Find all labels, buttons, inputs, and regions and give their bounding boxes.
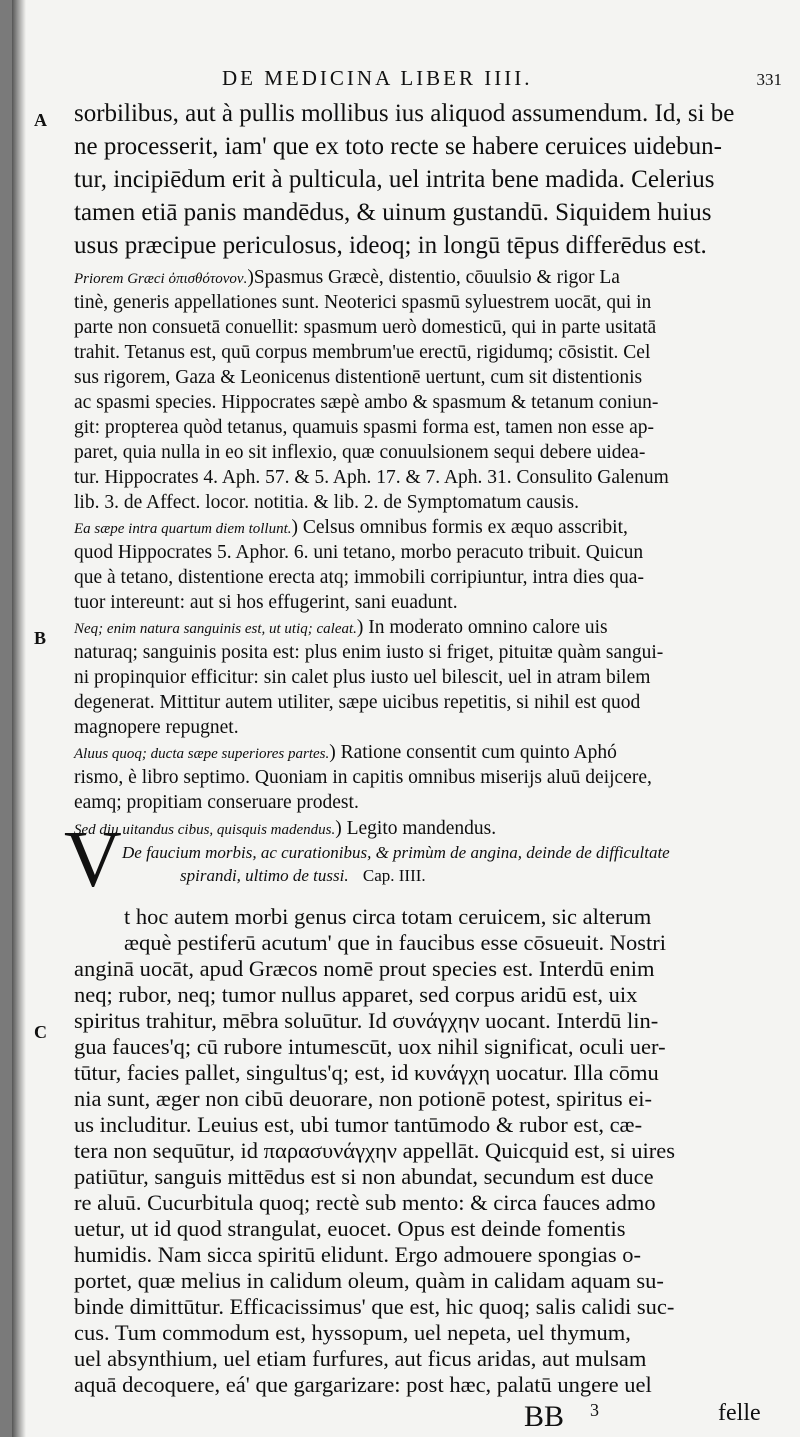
margin-letter-c: C [34,1022,47,1042]
commentary-line: naturaq; sanguinis posita est: plus enim iusto si friget, pituitæ quàm sangui- [74,642,664,663]
commentary-line [74,617,608,639]
drop-cap: V [64,816,122,904]
running-title: DE MEDICINA LIBER IIII. [222,66,533,90]
text-line: cus. Tum commodum est, hyssopum, uel nepeta, uel thymum, [74,1320,631,1345]
margin-letter-b: B [34,628,47,648]
chapter-number: Cap. IIII. [362,866,426,885]
commentary-line [74,517,628,539]
margin-letter-a: A [34,110,47,130]
commentary-line [74,818,496,840]
commentary-line: sus rigorem, Gaza & Leonicenus distentionē uertunt, cum sit distentionis [74,367,643,388]
commentary-text: ) Legito mandendus. [335,818,497,839]
chapter-heading-line [180,866,426,886]
text-line: usus præcipue periculosus, ideoq; in longū tēpus differēdus est. [74,232,707,259]
text-line: re aluū. Cucurbitula quoq; rectè sub mento: & circa fauces admo [74,1190,656,1215]
commentary-line: degenerat. Mittitur autem utiliter, sæpe uicibus repetitis, si nihil est quod [74,692,641,713]
text-line: aquā decoquere, eá' que gargarizare: post hæc, palatū ungere uel [74,1372,652,1397]
commentary-lemma: Neq; enim natura sanguinis est, ut utiq; caleat. [74,621,357,637]
commentary-line [74,742,617,764]
text-line: uetur, ut id quod strangulat, euocet. Opus est deinde fomentis [74,1216,626,1241]
chapter-heading-line: De faucium morbis, ac curationibus, & primùm de angina, deinde de difficultate [122,843,670,862]
text-line: tamen etiā panis mandēdus, & uinum gustandū. Siquidem huius [74,199,712,226]
chapter-heading-text: spirandi, ultimo de tussi. [180,866,349,885]
commentary-line: tur. Hippocrates 4. Aph. 57. & 5. Aph. 17. & 7. Aph. 31. Consulito Galenum [74,467,669,488]
text-line: neq; rubor, neq; tumor nullus apparet, sed corpus aridū est, uix [74,982,638,1007]
text-line: tūtur, facies pallet, singultus'q; est, id κυνάγχη uocatur. Illa cōmu [74,1060,659,1085]
commentary-line: rismo, è libro septimo. Quoniam in capitis omnibus miserijs aluū deijcere, [74,767,652,788]
signature-number: 3 [590,1400,599,1420]
commentary-line: ni propinquior efficitur: sin calet plus iusto uel bilescit, uel in atram bilem [74,667,651,688]
commentary-lemma: Aluus quoq; ducta sæpe superiores partes. [74,746,330,762]
commentary-line: tinè, generis appellationes sunt. Neoterici spasmū syluestrem uocāt, qui in [74,292,652,313]
page-gutter-shadow [12,0,26,1437]
commentary-lemma: Sed diu uitandus cibus, quisquis madendus. [74,822,336,838]
text-line: anginā uocāt, apud Græcos nomē prout species est. Interdū enim [74,956,655,981]
text-line: t hoc autem morbi genus circa totam ceruicem, sic alterum [124,904,652,929]
text-line: spiritus trahitur, mēbra soluūtur. Id συνάγχην uocant. Interdū lin- [74,1008,659,1033]
text-line: binde dimittūtur. Efficacissimus' que est, hic quoq; salis calidi suc- [74,1294,675,1319]
text-line: portet, quæ melius in calidum oleum, quàm in calidam aquam su- [74,1268,664,1293]
commentary-text: ) Celsus omnibus formis ex æquo asscribit, [291,517,628,538]
text-line: uel absynthium, uel etiam furfures, aut ficus aridas, aut mulsam [74,1346,647,1371]
commentary-line: quod Hippocrates 5. Aphor. 6. uni tetano, morbo peracuto tribuit. Quicun [74,542,644,563]
text-line: tera non sequūtur, id παρασυνάγχην appellāt. Quicquid est, si uires [74,1138,676,1163]
commentary-line: lib. 3. de Affect. locor. notitia. & lib. 2. de Symptomatum causis. [74,492,579,513]
text-line: nia sunt, æger non cibū deuorare, non potionē potest, spiritus ei- [74,1086,653,1111]
book-page [12,0,800,1437]
commentary-line: ac spasmi species. Hippocrates sæpè ambo & spasmum & tetanum coniun- [74,392,659,413]
text-line: us includitur. Leuius est, ubi tumor tantūmodo & rubor est, cæ- [74,1112,643,1137]
text-line: sorbilibus, aut à pullis mollibus ius aliquod assumendum. Id, si be [74,100,735,127]
commentary-line: tuor intereunt: aut si hos effugerint, sani euadunt. [74,592,458,613]
text-line: gua fauces'q; cū rubore intumescūt, uox nihil significat, oculi uer- [74,1034,666,1059]
text-line: ne processerit, iam' que ex toto recte se habere ceruices uidebun- [74,133,722,160]
commentary-line: git: propterea quòd tetanus, quamuis spasmi forma est, tamen non esse ap- [74,417,654,438]
catchword: felle [718,1400,761,1426]
commentary-lemma: Priorem Græci ὀπισθότονον. [74,271,248,287]
commentary-text: ) In moderato omnino calore uis [356,617,608,638]
signature-mark: BB [524,1400,565,1433]
text-line: æquè pestiferū acutum' que in faucibus esse cōsueuit. Nostri [124,930,667,955]
folio-number: 331 [756,70,782,89]
commentary-line: que à tetano, distentione erecta atq; immobili corripiuntur, intra dies qua- [74,567,644,588]
commentary-line: eamq; propitiam conseruare prodest. [74,792,359,813]
commentary-lemma: Ea sæpe intra quartum diem tollunt. [74,521,292,537]
commentary-text: )Spasmus Græcè, distentio, cōuulsio & rigor La [247,267,620,288]
text-line: humidis. Nam sicca spiritū elidunt. Ergo admouere spongias o- [74,1242,641,1267]
commentary-text: ) Ratione consentit cum quinto Aphó [329,742,617,763]
commentary-line: magnopere repugnet. [74,717,239,738]
commentary-line: parte non consuetā conuellit: spasmum uerò domesticū, qui in parte usitatā [74,317,657,338]
text-line: tur, incipiēdum erit à pulticula, uel intrita bene madida. Celerius [74,166,715,193]
commentary-line: paret, quia nulla in eo sit inflexio, quæ conuulsionem sequi debere uidea- [74,442,646,463]
text-line: patiūtur, sanguis mittēdus est si non abundat, secundum est duce [74,1164,654,1189]
commentary-line [74,267,620,289]
commentary-line: trahit. Tetanus est, quū corpus membrum'ue erectū, rigidumq; cōsistit. Cel [74,342,651,363]
